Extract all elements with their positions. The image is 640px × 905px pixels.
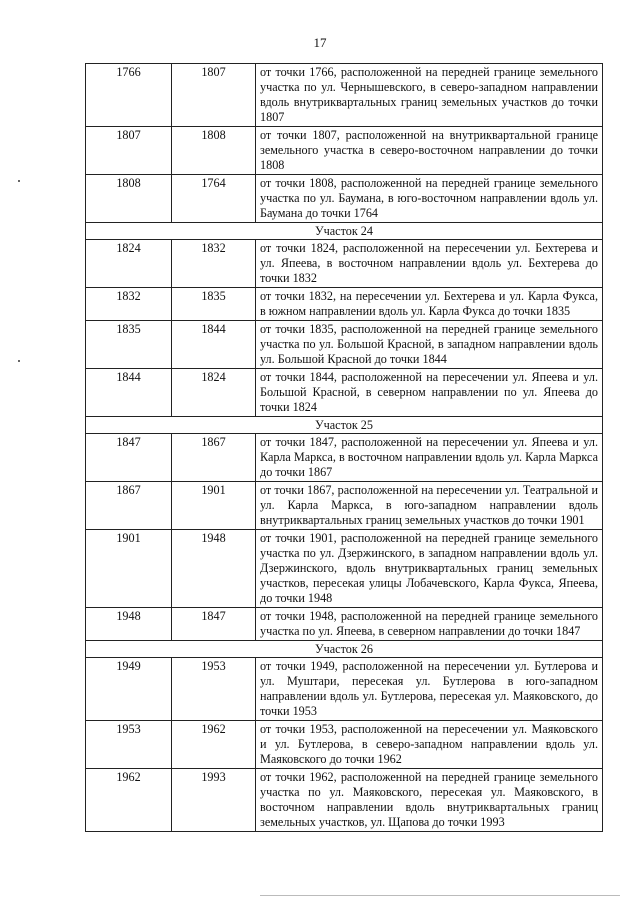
from-point-cell: 1832 [86, 288, 172, 321]
description-cell: от точки 1832, на пересечении ул. Бехтерева и ул. Карла Фукса, в южном направлении вдоль ул. Карла Фукса до точки 1835 [256, 288, 603, 321]
scan-edge-line [260, 895, 620, 896]
to-point-cell: 1953 [172, 658, 256, 721]
from-point-cell: 1962 [86, 769, 172, 832]
from-point-cell: 1949 [86, 658, 172, 721]
table-row [86, 530, 603, 608]
description-cell: от точки 1808, расположенной на передней границе земельного участка по ул. Баумана, в юго-восточном направлении вдоль ул. Баумана до точки 1764 [256, 175, 603, 223]
section-row [86, 641, 603, 658]
description-cell: от точки 1844, расположенной на пересечении ул. Япеева и ул. Большой Красной, в северном направлении по ул. Япеева до точки 1824 [256, 369, 603, 417]
table-row [86, 127, 603, 175]
description-cell: от точки 1835, расположенной на передней границе земельного участка по ул. Большой Красной, в западном направлении вдоль ул. Большой Красной до точки 1844 [256, 321, 603, 369]
from-point-cell: 1847 [86, 434, 172, 482]
description-cell: от точки 1948, расположенной на передней границе земельного участка по ул. Япеева, в северном направлении до точки 1847 [256, 608, 603, 641]
section-title: Участок 24 [86, 223, 603, 240]
scan-speck [18, 360, 20, 362]
to-point-cell: 1764 [172, 175, 256, 223]
to-point-cell: 1835 [172, 288, 256, 321]
page-number: 17 [313, 35, 327, 50]
from-point-cell: 1766 [86, 64, 172, 127]
section-title: Участок 25 [86, 417, 603, 434]
from-point-cell: 1807 [86, 127, 172, 175]
description-cell: от точки 1824, расположенной на пересечении ул. Бехтерева и ул. Япеева, в восточном направлении вдоль ул. Бехтерева до точки 1832 [256, 240, 603, 288]
table-row [86, 721, 603, 769]
description-cell: от точки 1867, расположенной на пересечении ул. Театральной и ул. Карла Маркса, в юго-западном направлении вдоль внутриквартальных границ земельных участков до точки 1901 [256, 482, 603, 530]
table-row [86, 288, 603, 321]
description-cell: от точки 1949, расположенной на пересечении ул. Бутлерова и ул. Муштари, пересекая ул. Бутлерова в юго-западном направлении вдоль ул. Бутлерова, пересекая ул. Маяковского, до точки 1953 [256, 658, 603, 721]
from-point-cell: 1844 [86, 369, 172, 417]
to-point-cell: 1824 [172, 369, 256, 417]
description-cell: от точки 1962, расположенной на передней границе земельного участка по ул. Маяковского, пересекая ул. Маяковского, в восточном направлении вдоль внутриквартальных границ земельных участков, ул. Щапова до точки 1993 [256, 769, 603, 832]
from-point-cell: 1867 [86, 482, 172, 530]
to-point-cell: 1948 [172, 530, 256, 608]
to-point-cell: 1807 [172, 64, 256, 127]
to-point-cell: 1844 [172, 321, 256, 369]
description-cell: от точки 1953, расположенной на пересечении ул. Маяковского и ул. Бутлерова, в северо-западном направлении вдоль ул. Маяковского до точки 1962 [256, 721, 603, 769]
description-cell: от точки 1807, расположенной на внутриквартальной границе земельного участка в северо-восточном направлении до точки 1808 [256, 127, 603, 175]
section-row [86, 223, 603, 240]
description-cell: от точки 1901, расположенной на передней границе земельного участка по ул. Дзержинского, в западном направлении вдоль ул. Дзержинского, вдоль внутриквартальных границ земельных участков, пересекая улицы Лобачевского, Карла Фукса, Япеева, до точки 1948 [256, 530, 603, 608]
table-row [86, 434, 603, 482]
scan-speck [18, 180, 20, 182]
section-row [86, 417, 603, 434]
description-cell: от точки 1847, расположенной на пересечении ул. Япеева и ул. Карла Маркса, в восточном направлении вдоль ул. Карла Маркса до точки 1867 [256, 434, 603, 482]
to-point-cell: 1993 [172, 769, 256, 832]
table-row [86, 608, 603, 641]
to-point-cell: 1847 [172, 608, 256, 641]
to-point-cell: 1867 [172, 434, 256, 482]
from-point-cell: 1953 [86, 721, 172, 769]
description-cell: от точки 1766, расположенной на передней границе земельного участка по ул. Чернышевского, в северо-западном направлении вдоль внутриквартальных границ земельных участков до точки 1807 [256, 64, 603, 127]
table-row [86, 175, 603, 223]
table-row [86, 658, 603, 721]
section-title: Участок 26 [86, 641, 603, 658]
table-row [86, 769, 603, 832]
from-point-cell: 1948 [86, 608, 172, 641]
from-point-cell: 1835 [86, 321, 172, 369]
to-point-cell: 1962 [172, 721, 256, 769]
table-row [86, 369, 603, 417]
to-point-cell: 1808 [172, 127, 256, 175]
from-point-cell: 1808 [86, 175, 172, 223]
table-row [86, 321, 603, 369]
from-point-cell: 1901 [86, 530, 172, 608]
to-point-cell: 1901 [172, 482, 256, 530]
from-point-cell: 1824 [86, 240, 172, 288]
to-point-cell: 1832 [172, 240, 256, 288]
table-row [86, 482, 603, 530]
table-row [86, 240, 603, 288]
table-row [86, 64, 603, 127]
boundary-table [85, 63, 603, 832]
